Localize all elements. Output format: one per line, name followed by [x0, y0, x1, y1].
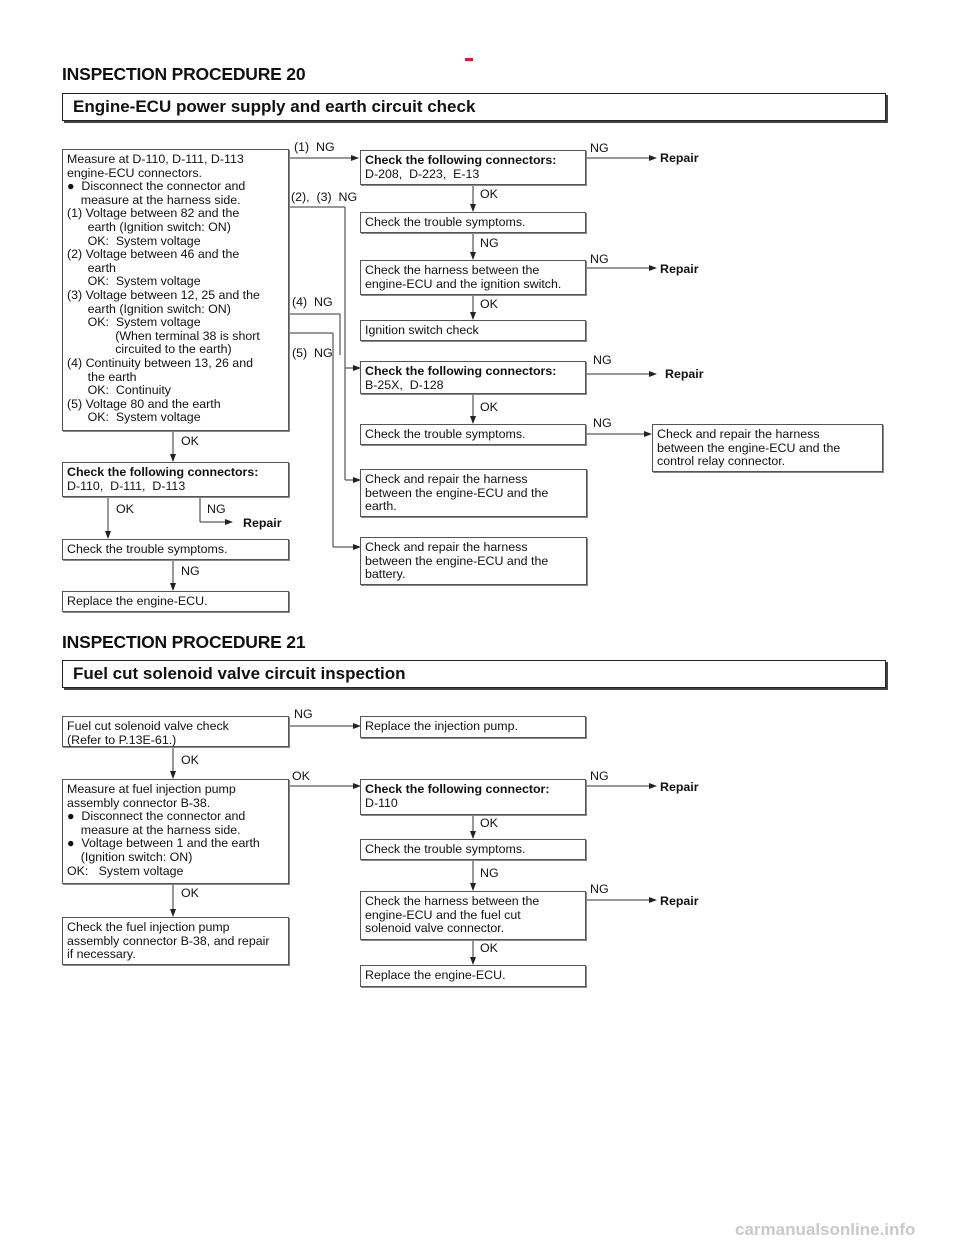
- label-ng: NG: [590, 882, 609, 896]
- label-ng: NG: [593, 353, 612, 367]
- label-ok: OK: [480, 816, 498, 830]
- harness-fuel-cut-box: Check the harness between the engine-ECU and the fuel cut solenoid valve connector.: [360, 891, 586, 940]
- repair-label: Repair: [660, 151, 699, 165]
- procedure-21-title: Fuel cut solenoid valve circuit inspection: [73, 664, 406, 683]
- harness-ignition-box: Check the harness between the engine-ECU and the ignition switch.: [360, 260, 586, 295]
- label-ok: OK: [480, 187, 498, 201]
- fuel-cut-valve-check-box: Fuel cut solenoid valve check (Refer to P.13E-61.): [62, 716, 289, 747]
- label-ok: OK: [480, 297, 498, 311]
- branch-label-1-ng: (1) NG: [294, 140, 335, 154]
- measure-b38-box: Measure at fuel injection pump assembly connector B-38. ● Disconnect the connector and measure at the harness side. ● Voltage between 1 and the earth (Ignition switch: ON) OK: System voltage: [62, 779, 289, 884]
- branch-label-5-ng: (5) NG: [292, 346, 333, 360]
- repair-label: Repair: [665, 367, 704, 381]
- label-ok: OK: [181, 434, 199, 448]
- trouble-symptoms-1-box: Check the trouble symptoms.: [360, 212, 586, 233]
- label-ok: OK: [480, 941, 498, 955]
- label-ng: NG: [294, 707, 313, 721]
- trouble-symptoms-box: Check the trouble symptoms.: [360, 839, 586, 860]
- repair-label: Repair: [660, 894, 699, 908]
- procedure-21-title-bar: [62, 660, 886, 688]
- label-ok: OK: [116, 502, 134, 516]
- trouble-symptoms-4-box: Check the trouble symptoms.: [360, 424, 586, 445]
- procedure-20-title: Engine-ECU power supply and earth circuit check: [73, 97, 476, 116]
- measure-ecu-connectors-box: Measure at D-110, D-111, D-113 engine-ECU connectors. ● Disconnect the connector and measure at the harness side. (1) Voltage between 82 and the earth (Ignition switch: ON) OK: System voltage (2) Voltage between 46 and the earth OK: System voltage (3) Voltage between 12, 25 and the earth (Ignition switch: ON) OK: System voltage (When terminal 38 is short circuited to the earth) (4) Continuity between 13, 26 and the earth OK: Continuity (5) Voltage 80 and the earth OK: System voltage: [62, 149, 289, 431]
- repair-label: Repair: [243, 516, 282, 530]
- replace-ecu-box: Replace the engine-ECU.: [360, 965, 586, 987]
- label-ok: OK: [181, 753, 199, 767]
- repair-label: Repair: [660, 780, 699, 794]
- check-connectors-1-box: Check the following connectors: D-208, D-223, E-13: [360, 150, 586, 185]
- trouble-symptoms-left-box: Check the trouble symptoms.: [62, 539, 289, 560]
- repair-label: Repair: [660, 262, 699, 276]
- watermark-footer: carmanualsonline.info: [735, 1220, 916, 1239]
- check-connectors-4-box: Check the following connectors: B-25X, D-128: [360, 361, 586, 394]
- repair-relay-harness-box: Check and repair the harness between the engine-ECU and the control relay connector.: [652, 424, 883, 472]
- label-ng: NG: [480, 866, 499, 880]
- check-connectors-left-box: Check the following connectors: D-110, D-111, D-113: [62, 462, 289, 497]
- replace-injection-pump-box: Replace the injection pump.: [360, 716, 586, 738]
- label-ok: OK: [480, 400, 498, 414]
- label-ng: NG: [480, 236, 499, 250]
- branch-label-2-3-ng: (2), (3) NG: [291, 190, 358, 204]
- label-ng: NG: [181, 564, 200, 578]
- check-b38-repair-box: Check the fuel injection pump assembly connector B-38, and repair if necessary.: [62, 917, 289, 965]
- branch-label-4-ng: (4) NG: [292, 295, 333, 309]
- label-ok: OK: [181, 886, 199, 900]
- label-ng: NG: [590, 141, 609, 155]
- label-ok: OK: [292, 769, 310, 783]
- procedure-21-heading: INSPECTION PROCEDURE 21: [62, 632, 306, 652]
- label-ng: NG: [593, 416, 612, 430]
- repair-battery-harness-box: Check and repair the harness between the engine-ECU and the battery.: [360, 537, 587, 585]
- repair-earth-harness-box: Check and repair the harness between the engine-ECU and the earth.: [360, 469, 587, 517]
- label-ng: NG: [207, 502, 226, 516]
- ignition-switch-check-box: Ignition switch check: [360, 320, 586, 341]
- label-ng: NG: [590, 769, 609, 783]
- procedure-20-heading: INSPECTION PROCEDURE 20: [62, 64, 306, 84]
- label-ng: NG: [590, 252, 609, 266]
- replace-ecu-box: Replace the engine-ECU.: [62, 591, 289, 612]
- check-connector-d110-box: Check the following connector: D-110: [360, 779, 586, 815]
